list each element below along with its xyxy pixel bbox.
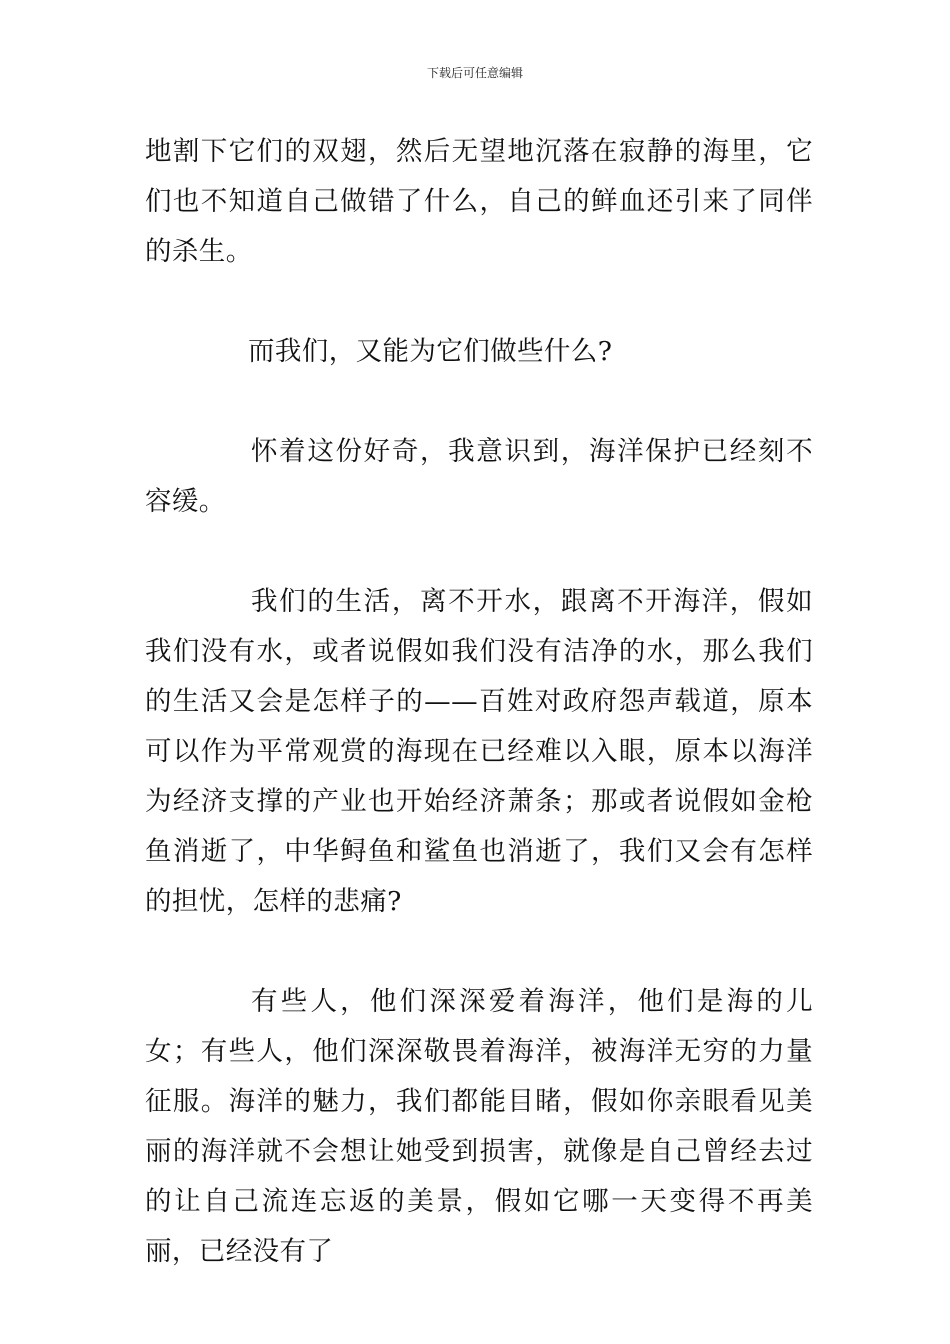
- document-body: [145, 127, 813, 1277]
- page-header: 下载后可任意编辑: [426, 66, 523, 80]
- paragraph-gap: [145, 377, 813, 427]
- paragraph-5: 有些人，他们深深爱着海洋，他们是海的儿女；有些人，他们深深敬畏着海洋，被海洋无穷的力量征服。海洋的魅力，我们都能目睹，假如你亲眼看见美丽的海洋就不会想让她受到损害，就像是自己曾经去过的让自己流连忘返的美景，假如它哪一天变得不再美丽，已经没有了: [145, 986, 813, 1267]
- paragraph-3: 怀着这份好奇，我意识到，海洋保护已经刻不容缓。: [145, 436, 813, 517]
- paragraph-1: 地割下它们的双翅，然后无望地沉落在寂静的海里，它们也不知道自己做错了什么，自己的鲜血还引来了同伴的杀生。: [145, 136, 813, 267]
- paragraph-2: 而我们，又能为它们做些什么?: [248, 336, 613, 367]
- paragraph-gap: [145, 527, 813, 577]
- paragraph-gap: [145, 277, 813, 327]
- paragraph-4: 我们的生活，离不开水，跟离不开海洋，假如我们没有水，或者说假如我们没有洁净的水，那么我们的生活又会是怎样子的——百姓对政府怨声载道，原本可以作为平常观赏的海现在已经难以入眼，原本以海洋为经济支撑的产业也开始经济萧条；那或者说假如金枪鱼消逝了，中华鲟鱼和鲨鱼也消逝了，我们又会有怎样的担忧，怎样的悲痛?: [145, 586, 813, 917]
- paragraph-gap: [145, 927, 813, 977]
